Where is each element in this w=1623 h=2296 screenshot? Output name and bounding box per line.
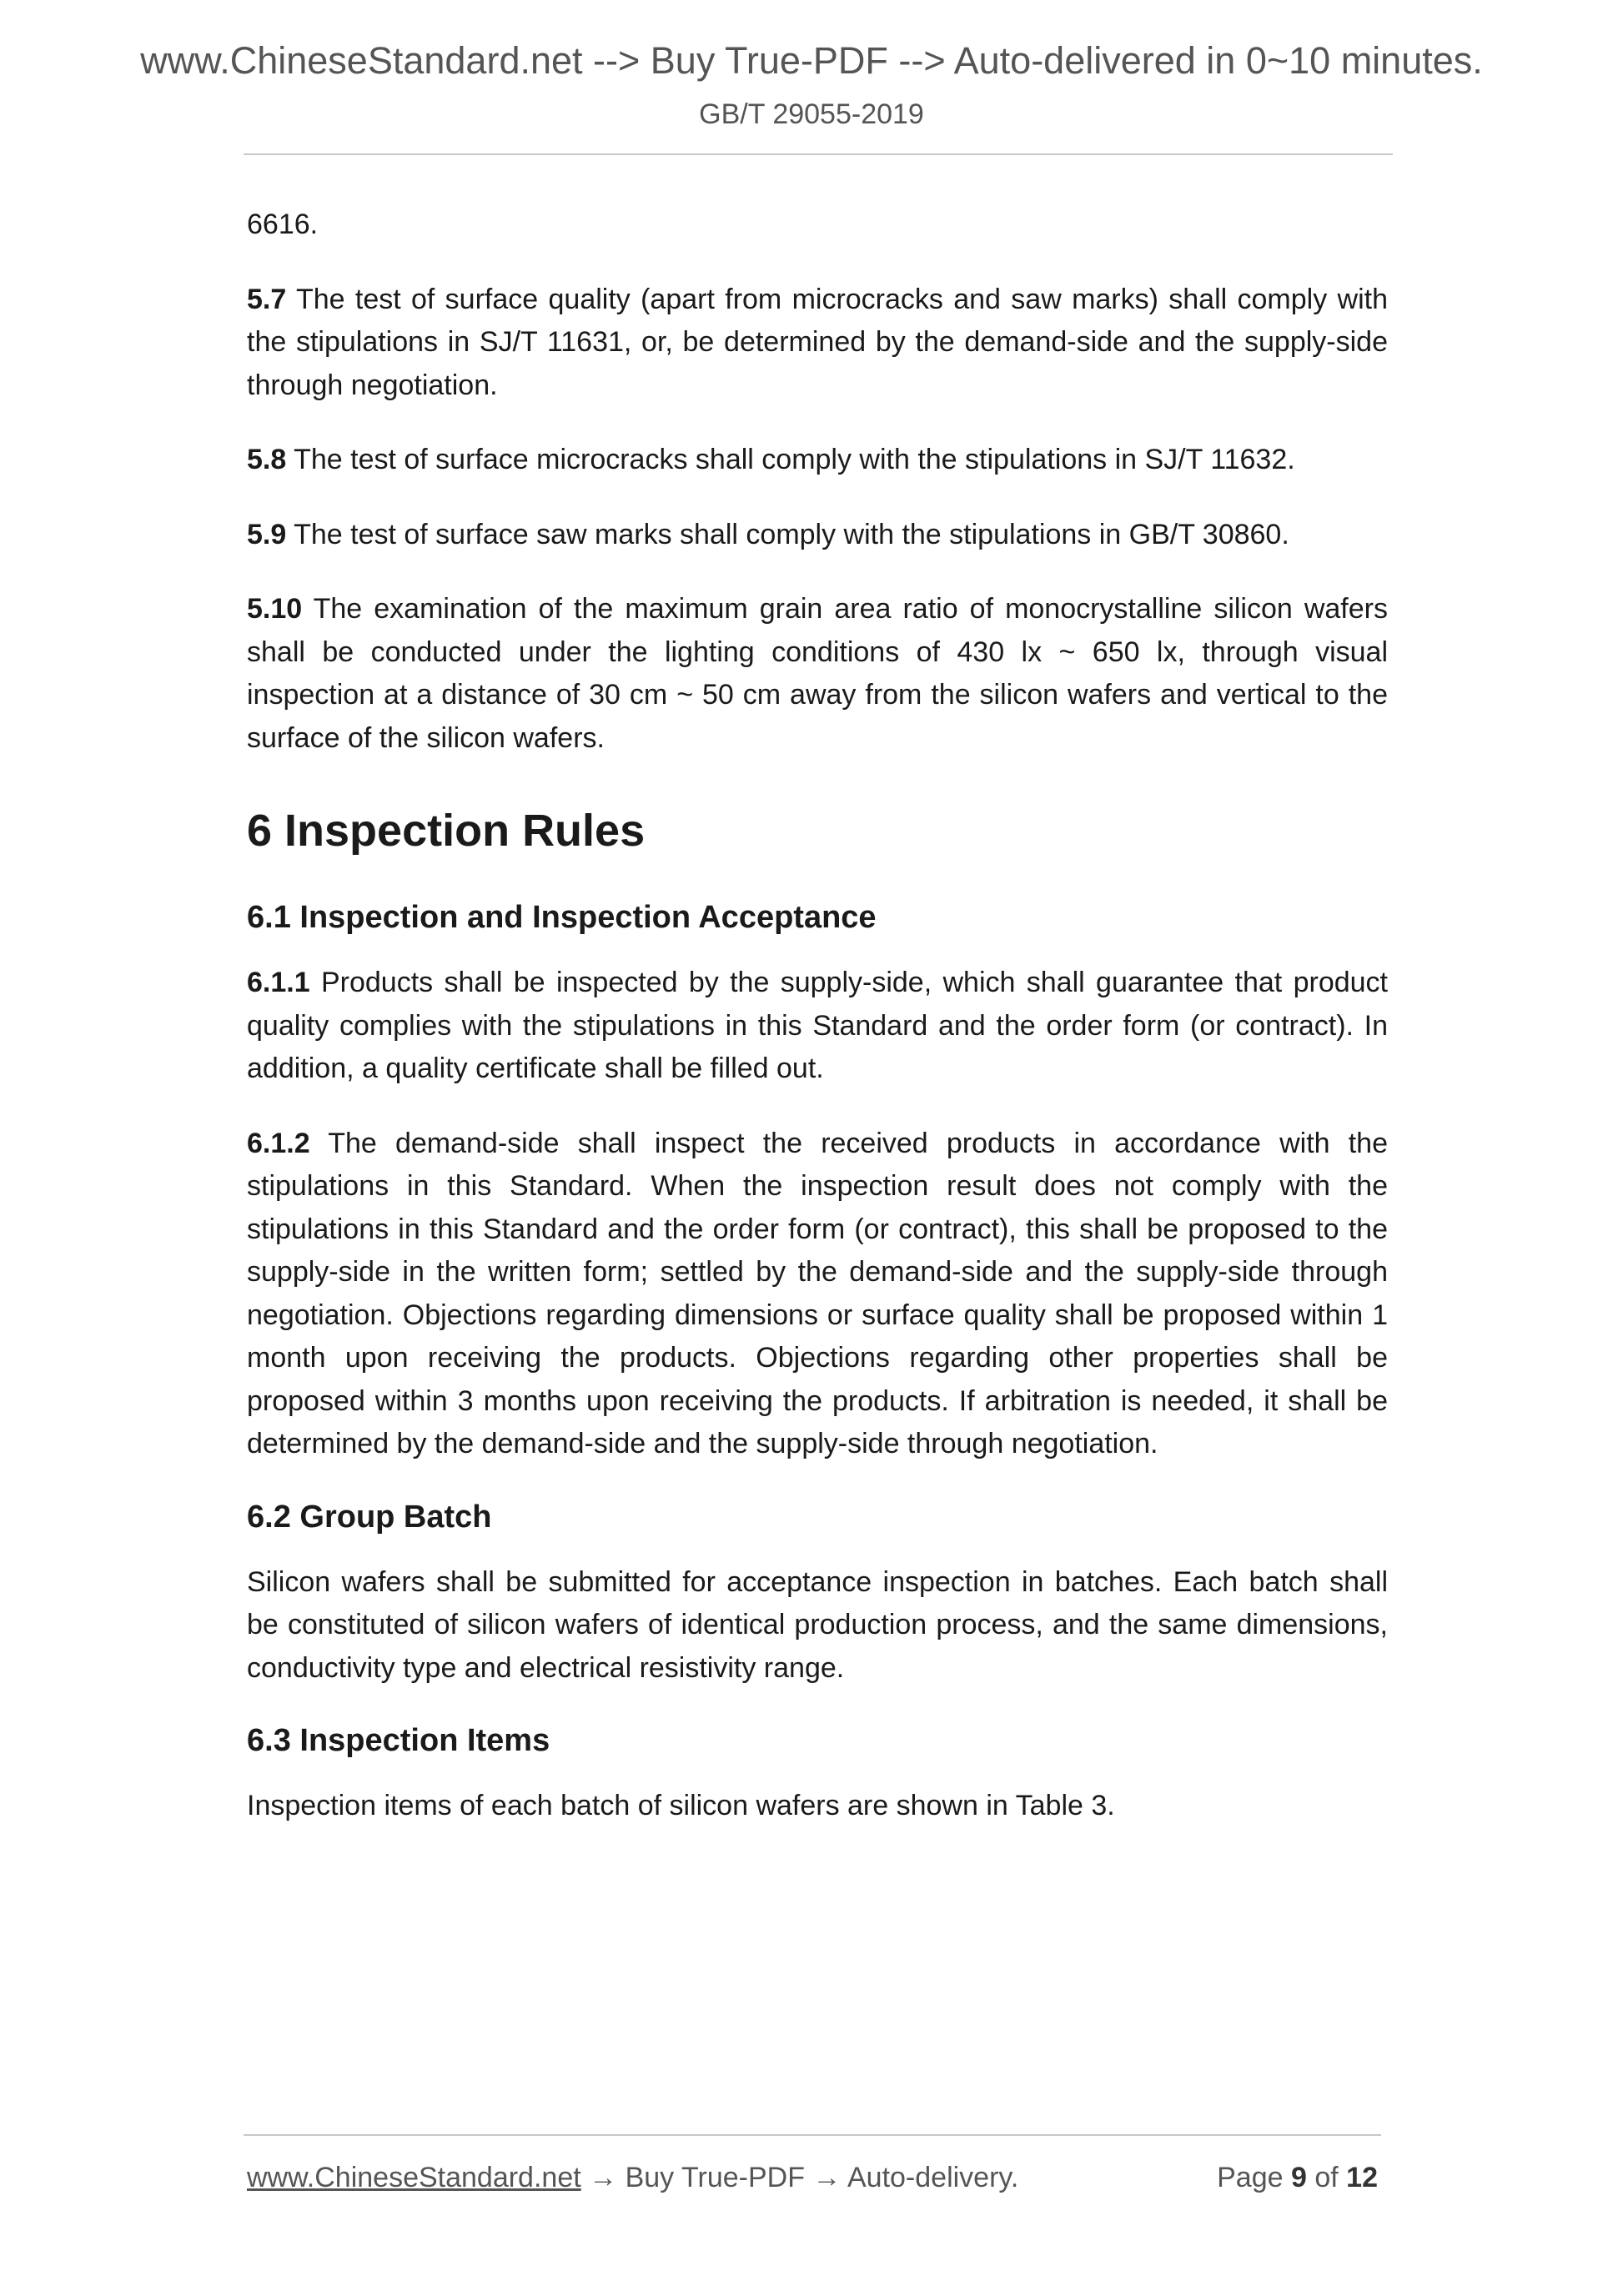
- clause-text: The demand-side shall inspect the received products in accordance with the stipulations in this Standard. When the inspection result does not comply with the stipulations in this Standard and the order form (or contract), this shall be proposed to the supply-side in the written form; settled by the demand-side and the supply-side through negotiation. Objections regarding dimensions or surface quality shall be proposed within 1 month upon receiving the products. Objections regarding other properties shall be proposed within 3 months upon receiving the products. If arbitration is needed, it shall be determined by the demand-side and the supply-side through negotiation.: [247, 1127, 1388, 1459]
- footer-promo: [247, 2157, 1018, 2198]
- clause-6-2: Silicon wafers shall be submitted for acceptance inspection in batches. Each batch shall be constituted of silicon wafers of identical production process, and the same dimensions, conductivity type and electrical resistivity range.: [247, 1565, 1388, 1684]
- page-content: [247, 203, 1388, 1828]
- clause-text: The test of surface microcracks shall comply with the stipulations in SJ/T 11632.: [286, 444, 1295, 475]
- clause-6-1-1: [247, 962, 1388, 1091]
- page-of: of: [1314, 2162, 1339, 2193]
- page-current: 9: [1290, 2162, 1307, 2193]
- section-heading-6-1: 6.1 Inspection and Inspection Acceptance: [247, 900, 877, 935]
- clause-number: 5.10: [247, 593, 303, 625]
- clause-number: 5.7: [247, 283, 287, 315]
- clause-5-8: [247, 439, 1388, 482]
- page-label: Page: [1217, 2162, 1284, 2193]
- clause-number: 6.1.2: [247, 1127, 310, 1159]
- page-total: 12: [1346, 2162, 1378, 2193]
- clause-number: 5.8: [247, 444, 287, 475]
- clause-6-3: Inspection items of each batch of silicon wafers are shown in Table 3.: [247, 1790, 1115, 1821]
- page-footer: [247, 2157, 1378, 2198]
- section-heading-6-3: 6.3 Inspection Items: [247, 1723, 550, 1758]
- continuation-text: 6616.: [247, 208, 319, 240]
- clause-5-7: [247, 279, 1388, 408]
- clause-text: The test of surface saw marks shall comply with the stipulations in GB/T 30860.: [286, 518, 1289, 550]
- footer-site-link[interactable]: www.ChineseStandard.net: [247, 2162, 581, 2193]
- clause-number: 5.9: [247, 518, 287, 550]
- clause-5-9: [247, 514, 1388, 557]
- top-banner: www.ChineseStandard.net --> Buy True-PDF --> Auto-delivered in 0~10 minutes.: [140, 39, 1483, 82]
- clause-text: The test of surface quality (apart from microcracks and saw marks) shall comply with the stipulations in SJ/T 11631, or, be determined by the demand-side and the supply-side through negotiation.: [247, 283, 1388, 401]
- header-divider: [244, 153, 1393, 155]
- footer-divider: [244, 2134, 1381, 2136]
- clause-text: Products shall be inspected by the supply-side, which shall guarantee that product quality complies with the stipulations in this Standard and the order form (or contract). In addition, a quality certificate shall be filled out.: [247, 967, 1388, 1084]
- section-heading-6-2: 6.2 Group Batch: [247, 1499, 492, 1535]
- standard-code: GB/T 29055-2019: [699, 98, 924, 130]
- clause-text: The examination of the maximum grain area ratio of monocrystalline silicon wafers shall be conducted under the lighting conditions of 430 lx ~ 650 lx, through visual inspection at a distance of 30 cm ~ 50 cm away from the silicon wafers and vertical to the surface of the silicon wafers.: [247, 593, 1388, 754]
- footer-promo-text: → Buy True-PDF → Auto-delivery.: [580, 2162, 1019, 2193]
- page-indicator: [1217, 2157, 1378, 2198]
- clause-number: 6.1.1: [247, 967, 310, 998]
- section-heading-6: 6 Inspection Rules: [247, 806, 646, 856]
- clause-5-10: [247, 588, 1388, 760]
- clause-6-1-2: [247, 1123, 1388, 1466]
